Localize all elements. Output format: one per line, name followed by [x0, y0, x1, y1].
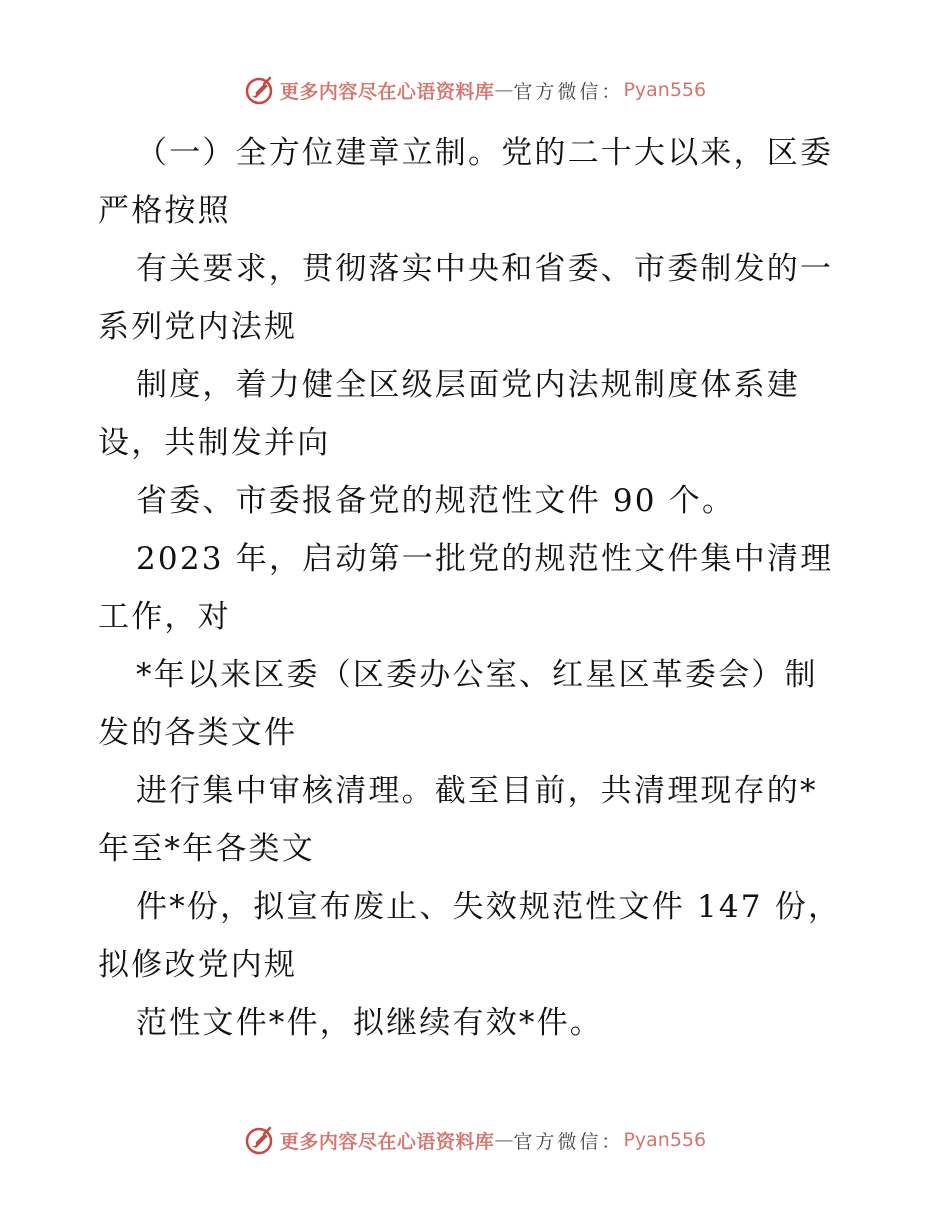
body-text-line: 有关要求，贯彻落实中央和省委、市委制发的一	[136, 251, 834, 287]
watermark-main-text: 更多内容尽在心语资料库	[279, 80, 495, 103]
body-text-line: 严格按照	[98, 193, 231, 229]
document-body	[98, 124, 858, 1052]
watermark-wechat-id: Pyan556	[623, 1129, 707, 1151]
body-text-line: 制度，着力健全区级层面党内法规制度体系建	[136, 367, 800, 403]
footer-watermark	[0, 1124, 950, 1156]
pen-logo-icon	[244, 74, 276, 106]
watermark-wechat-id: Pyan556	[623, 79, 707, 101]
body-text-line: 年至*年各类文	[98, 831, 315, 867]
body-text-line: *年以来区委（区委办公室、红星区革委会）制	[136, 657, 818, 693]
body-text-line: 拟修改党内规	[98, 947, 298, 983]
body-text-line: 省委、市委报备党的规范性文件 90 个。	[136, 483, 736, 519]
watermark-dash: —	[494, 79, 514, 101]
body-text-line: 2023 年，启动第一批党的规范性文件集中清理	[136, 541, 834, 577]
body-text-line: 发的各类文件	[98, 715, 298, 751]
watermark-dash: —	[494, 1129, 514, 1151]
watermark-label: 官方微信：	[513, 1130, 624, 1153]
header-watermark	[0, 74, 950, 106]
body-text-line: 范性文件*件，拟继续有效*件。	[136, 1005, 603, 1041]
body-text-line: （一）全方位建章立制。党的二十大以来，区委	[136, 135, 834, 171]
body-text-line: 进行集中审核清理。截至目前，共清理现存的*	[136, 773, 818, 809]
watermark-main-text: 更多内容尽在心语资料库	[279, 1130, 495, 1153]
body-text-line: 设，共制发并向	[98, 425, 331, 461]
pen-logo-icon	[244, 1124, 276, 1156]
body-text-line: 系列党内法规	[98, 309, 298, 345]
watermark-label: 官方微信：	[513, 80, 624, 103]
body-text-line: 件*份，拟宣布废止、失效规范性文件 147 份，	[136, 889, 842, 925]
body-text-line: 工作，对	[98, 599, 231, 635]
